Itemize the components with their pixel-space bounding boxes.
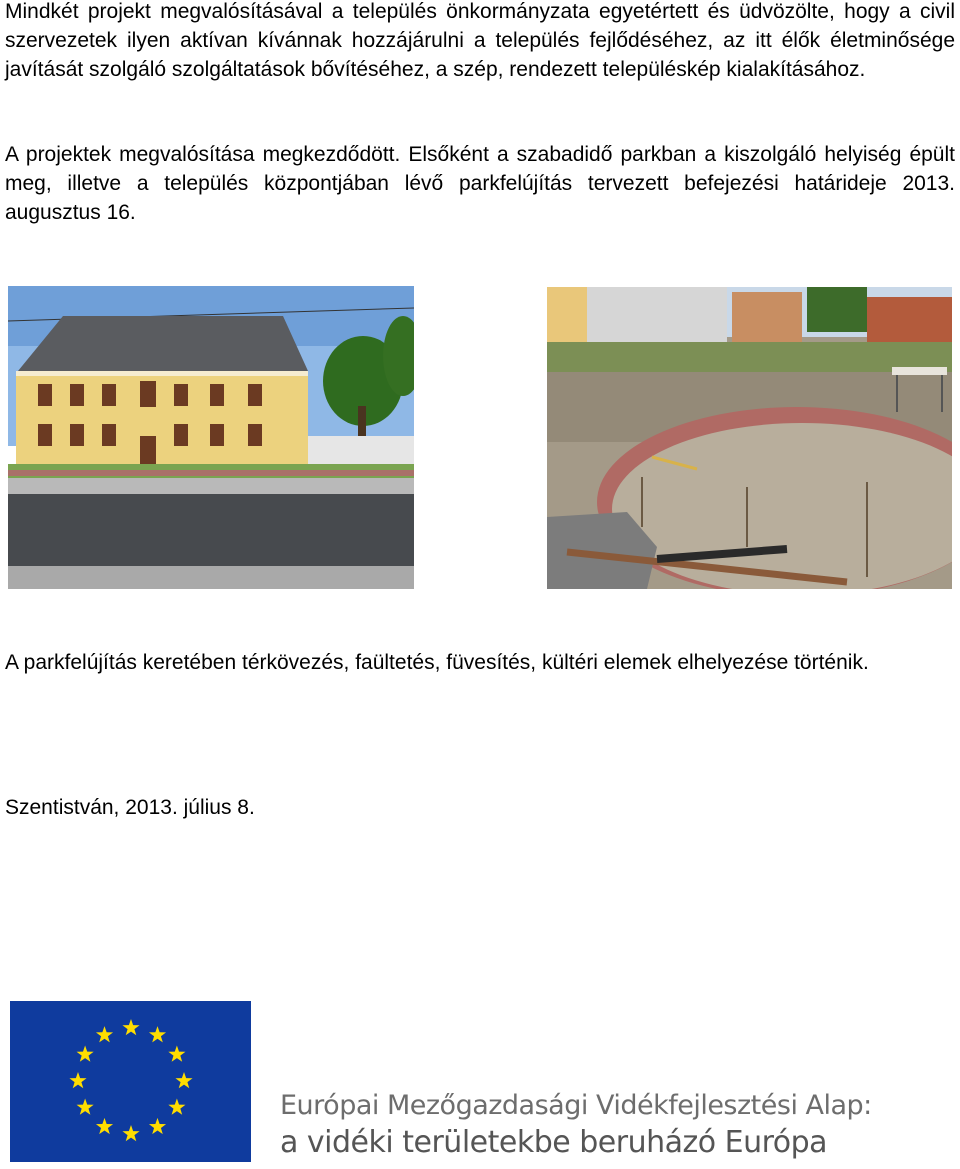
eu-star-icon <box>149 1026 166 1042</box>
eu-star-icon <box>168 1099 185 1115</box>
eu-star-icon <box>122 1125 139 1141</box>
progress-paragraph: A projektek megvalósítása megkezdődött. Elsőként a szabadidő parkban a kiszolgáló helyiség épült meg, illetve a település központjában lévő parkfelújítás tervezett befejezési határideje 2013. augusztus 16. <box>5 143 955 224</box>
park-renovation-photo <box>547 287 952 589</box>
eu-star-icon <box>96 1026 113 1042</box>
eu-star-icon <box>175 1072 192 1088</box>
eu-star-icon <box>168 1046 185 1062</box>
town-hall-photo <box>8 286 414 589</box>
eu-star-icon <box>149 1118 166 1134</box>
fund-slogan-line: a vidéki területekbe beruházó Európa <box>280 1125 828 1160</box>
eu-star-icon <box>77 1099 94 1115</box>
eu-star-icon <box>96 1118 113 1134</box>
eu-flag-logo <box>10 1001 251 1162</box>
eu-star-icon <box>77 1046 94 1062</box>
intro-paragraph: Mindkét projekt megvalósításával a település önkormányzata egyetértett és üdvözölte, hogy a civil szervezetek ilyen aktívan kívánnak hozzájárulni a település fejlődéséhez, az itt élők életminősége javítását szolgáló szolgáltatások bővítéséhez, a szép, rendezett településkép kialakításához. <box>5 0 955 81</box>
renovation-paragraph: A parkfelújítás keretében térkövezés, faültetés, füvesítés, kültéri elemek elhelyezése történik. <box>5 651 869 674</box>
eu-star-icon <box>69 1072 86 1088</box>
fund-name-line: Európai Mezőgazdasági Vidékfejlesztési Alap: <box>280 1090 872 1121</box>
place-date-line: Szentistván, 2013. július 8. <box>5 796 255 819</box>
eu-star-icon <box>122 1019 139 1035</box>
eu-stars-circle <box>10 1001 251 1162</box>
